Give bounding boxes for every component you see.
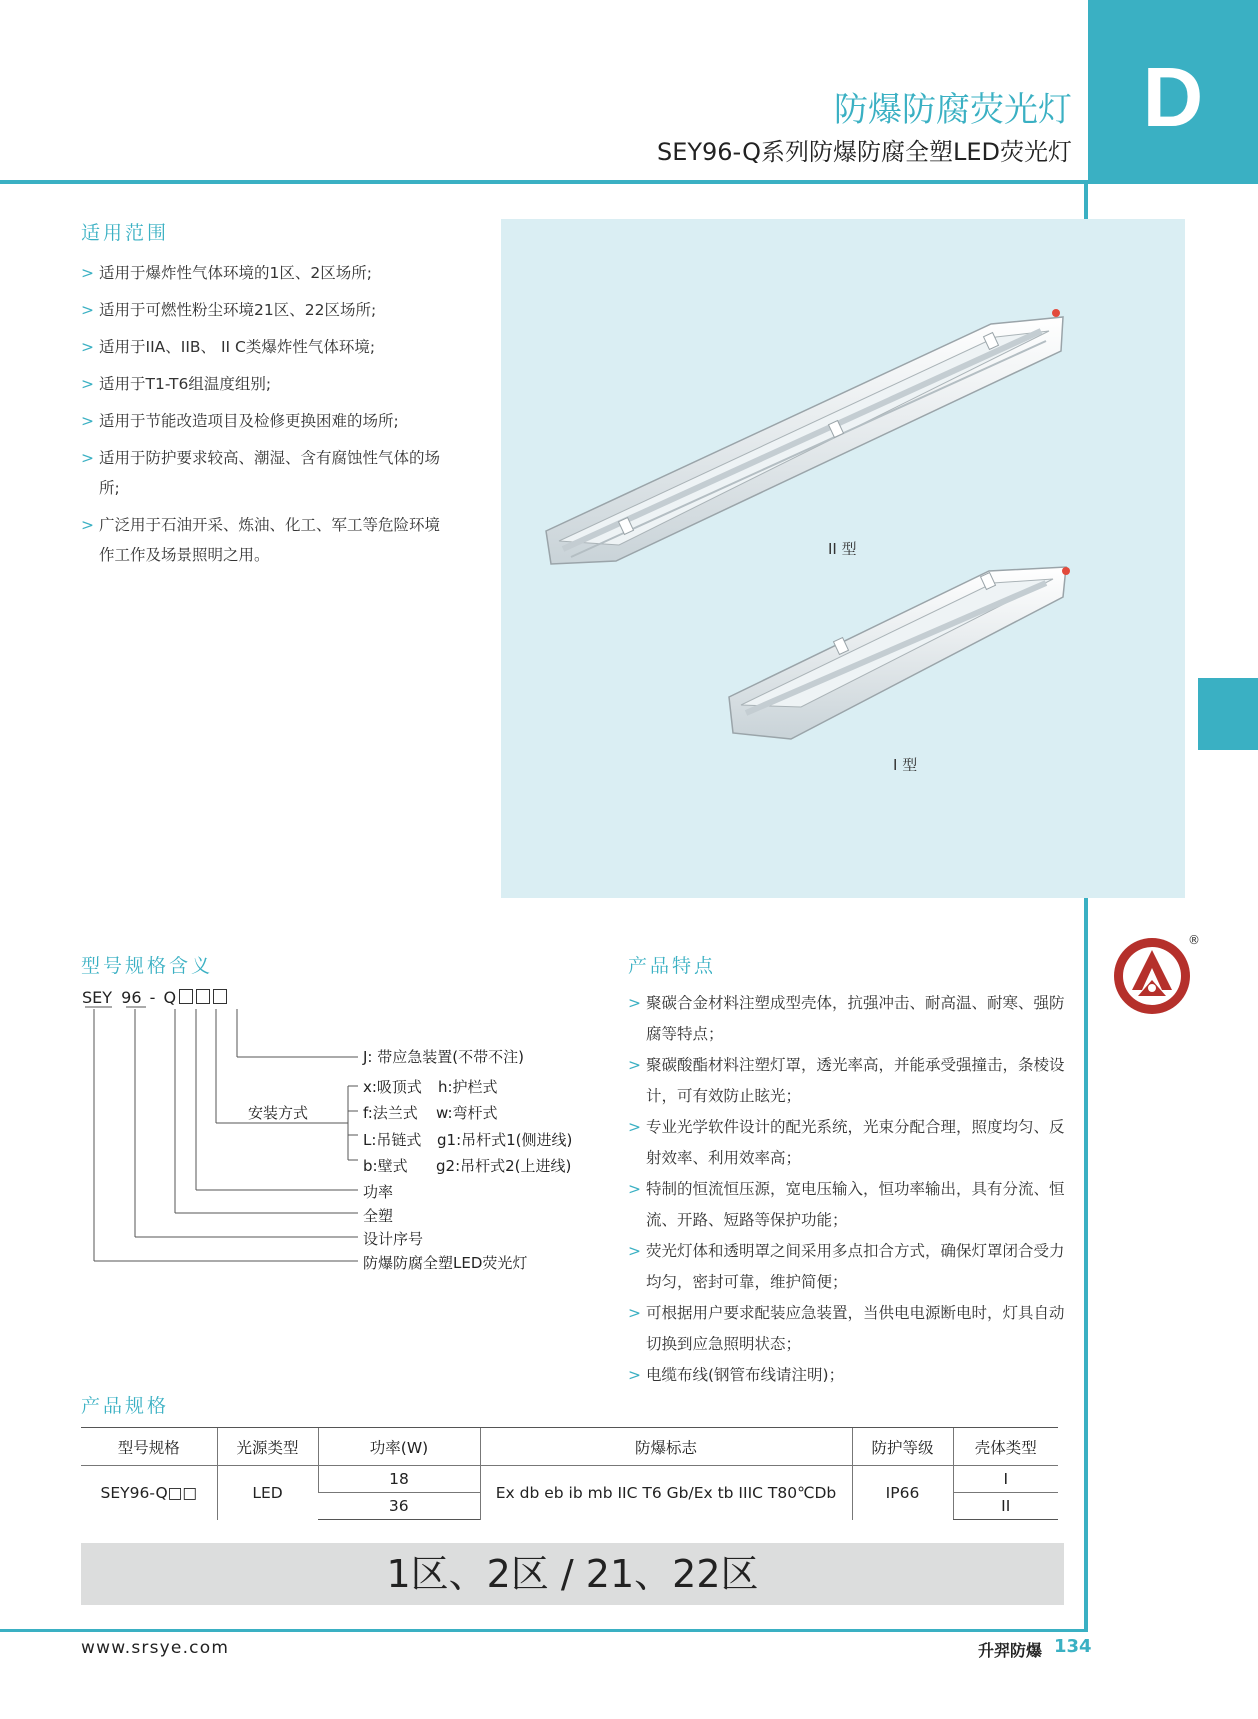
protection-cell: IP66 (852, 1466, 953, 1520)
svg-text:®: ® (1188, 933, 1200, 947)
install-option: w:弯杆式 (436, 1104, 498, 1122)
list-item: > 适用于T1-T6组温度组别; (81, 375, 272, 393)
column-header: 型号规格 (81, 1428, 217, 1466)
column-header: 壳体类型 (953, 1428, 1058, 1466)
install-option: f:法兰式 (363, 1104, 418, 1122)
install-option: g1:吊杆式1(侧进线) (437, 1131, 573, 1149)
side-marker (1198, 678, 1258, 750)
zone-banner: 1区、2区 / 21、22区 (81, 1543, 1064, 1605)
model-code: SEY 96 - Q (82, 988, 227, 1007)
list-item: > 专业光学软件设计的配光系统，光束分配合理，照度均匀、反射效率、利用效率高； (628, 1118, 1065, 1167)
ex-mark-cell: Ex db eb ib mb IIC T6 Gb/Ex tb IIIC T80℃Db (480, 1466, 852, 1520)
housing-cell: II (953, 1493, 1058, 1520)
list-item: > 聚碳合金材料注塑成型壳体，抗强冲击、耐高温、耐寒、强防腐等特点； (628, 994, 1065, 1043)
emergency-text: J: 带应急装置(不带不注) (363, 1048, 524, 1066)
list-item: > 可根据用户要求配装应急装置，当供电电源断电时，灯具自动切换到应急照明状态； (628, 1304, 1065, 1353)
table-header-row (81, 1428, 1058, 1466)
power-text: 功率 (363, 1183, 394, 1201)
company-logo-icon (1110, 930, 1200, 1020)
install-option: x:吸顶式 (363, 1078, 422, 1096)
install-label: 安装方式 (248, 1104, 309, 1122)
website-link[interactable]: www.srsye.com (81, 1638, 230, 1658)
power-cell: 36 (318, 1493, 480, 1520)
scope-title: 适用范围 (81, 222, 170, 244)
install-option: L:吊链式 (363, 1131, 422, 1149)
power-cell: 18 (318, 1466, 480, 1493)
list-item: > 广泛用于石油开采、炼油、化工、军工等危险环境作工作及场景照明之用。 (81, 516, 441, 564)
column-header: 功率(W) (318, 1428, 480, 1466)
list-item: > 电缆布线(钢管布线请注明)； (628, 1366, 845, 1384)
install-option: b:壁式 (363, 1157, 408, 1175)
plastic-text: 全塑 (363, 1207, 394, 1225)
product-name-text: 防爆防腐全塑LED荧光灯 (363, 1254, 528, 1272)
housing-cell: I (953, 1466, 1058, 1493)
light-source-cell: LED (217, 1466, 318, 1520)
install-option: h:护栏式 (438, 1078, 498, 1096)
specs-title: 产品规格 (81, 1395, 170, 1417)
install-option: g2:吊杆式2(上进线) (436, 1157, 572, 1175)
type2-label: II 型 (828, 540, 857, 558)
column-header: 防护等级 (852, 1428, 953, 1466)
list-item: > 聚碳酸酯材料注塑灯罩，透光率高，并能承受强撞击，条棱设计，可有效防止眩光； (628, 1056, 1065, 1105)
column-header: 光源类型 (217, 1428, 318, 1466)
design-number-text: 设计序号 (363, 1230, 424, 1248)
category-title: 防爆防腐荧光灯 (834, 90, 1072, 130)
list-item: > 适用于防护要求较高、潮湿、含有腐蚀性气体的场所; (81, 449, 441, 497)
model-cell: SEY96-Q□□ (100, 1483, 197, 1502)
lamp-type-1 (729, 567, 1070, 739)
spec-table (81, 1427, 1058, 1520)
list-item: > 适用于爆炸性气体环境的1区、2区场所; (81, 264, 372, 282)
brand-name: 升羿防爆 (977, 1641, 1042, 1660)
lamp-type-2 (546, 309, 1063, 564)
list-item: > 适用于IIA、IIB、 II C类爆炸性气体环境; (81, 338, 376, 356)
features-title: 产品特点 (628, 955, 717, 977)
column-header: 防爆标志 (480, 1428, 852, 1466)
features-list (628, 988, 1073, 1391)
model-title: 型号规格含义 (81, 955, 214, 977)
list-item: > 适用于节能改造项目及检修更换困难的场所; (81, 412, 399, 430)
page-number: 134 (1054, 1636, 1092, 1657)
section-letter: D (1142, 50, 1204, 144)
list-item: > 荧光灯体和透明罩之间采用多点扣合方式，确保灯罩闭合受力均匀，密封可靠，维护简便； (628, 1242, 1065, 1291)
list-item: > 特制的恒流恒压源，宽电压输入，恒功率输出，具有分流、恒流、开路、短路等保护功能； (628, 1180, 1065, 1229)
model-diagram-lines (0, 0, 620, 1280)
footer-rule (0, 1629, 1088, 1632)
list-item: > 适用于可燃性粉尘环境21区、22区场所; (81, 301, 377, 319)
product-title: SEY96-Q系列防爆防腐全塑LED荧光灯 (656, 138, 1072, 166)
table-row (81, 1466, 1058, 1493)
type1-label: I 型 (893, 756, 918, 774)
